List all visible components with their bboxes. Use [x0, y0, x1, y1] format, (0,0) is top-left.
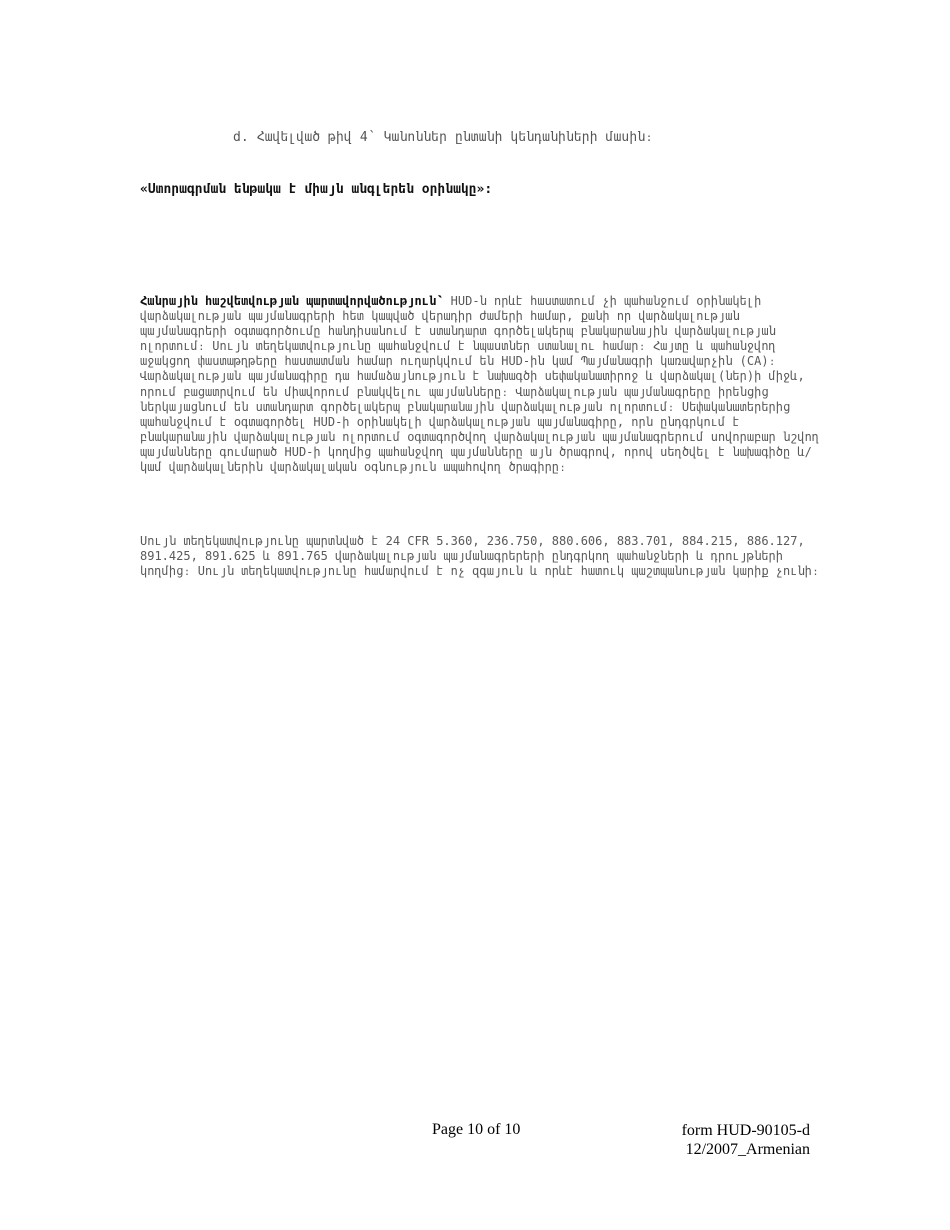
section-title: d. Հավելված թիվ 4՝ Կանոններ ընտանի կենդանիների մասին։: [233, 130, 654, 145]
form-version-language: 12/2007_Armenian: [685, 1141, 810, 1158]
english-only-notice: «Ստորագրման ենթակա է միայն անգլերեն օրինակը»։: [140, 182, 493, 197]
burden-statement-heading: Հանրային հաշվետվության պարտավորվածություն՝: [140, 294, 444, 308]
page-number: Page 10 of 10: [432, 1121, 521, 1138]
form-number: form HUD-90105-d: [681, 1122, 810, 1139]
burden-statement-paragraph: [140, 294, 820, 475]
authority-paragraph-body: Սույն տեղեկատվությունը պարտնված է 24 CFR 5.360, 236.750, 880.606, 883.701, 884.215, 886.127, 891.425, 891.625 և 891.765 վարձակալության պայմանագրերերի ընդգրկող պահանջների և դրույթների կողմից։ Սույն տեղեկատվությունը համարվում է ոչ զգայուն և որևէ հատուկ պաշտպանության կարիք չունի։: [140, 534, 820, 579]
form-identifier: [682, 1121, 810, 1159]
authority-paragraph: [140, 534, 820, 579]
burden-statement-body: HUD-ն որևէ հաստատում չի պահանջում օրինակելի վարձակալության պայմանագրերի հետ կապված վերադիր ժամերի համար, քանի որ վարձակալության պայմանագրերի օգտագործումը հանդիսանում է ստանդարտ գործելակերպ բնակարանային վարձակալության ոլորտում։ Սույն տեղեկատվությունը պահանջվում է նպաստներ ստանալու համար։ Հայտը և պահանջվող աջակցող փաստաթղթերը հաստատման համար ուղարկվում են HUD-ին կամ Պայմանագրի կառավարչին (CA)։ Վարձակալության պայմանագիրը դա համաձայնություն է նախագծի սեփականատիրոջ և վարձակալ(ներ)ի միջև, որում բացատրվում են միավորում բնակվելու պայմանները։ Վարձակալության պայմանագրերը իրենցից ներկայացնում են ստանդարտ գործելակերպ բնակարանային վարձակալության ոլորտում։ Սեփականատերերից պահանջվում է օգտագործել HUD-ի օրինակելի վարձակալության պայմանագիրը, որն ընդգրկում է բնակարանային վարձակալության ոլորտում օգտագործվող վարձակալության պայմանագրերում սովորաբար նշվող պայմանները գումարած HUD-ի կողմից պահանջվող պայմանները այն ծրագրով, որով սեղծվել է նախագիծը և/կամ վարձակալներին վարձակալական օգնություն ապահովող ծրագիրը։: [140, 294, 820, 475]
